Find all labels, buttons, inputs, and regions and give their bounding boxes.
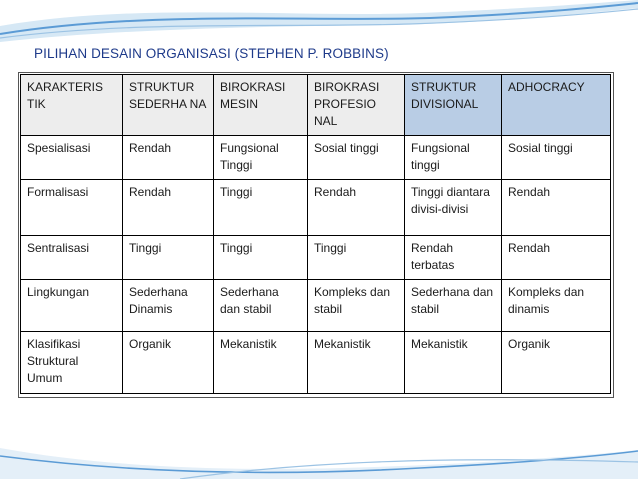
header-birokrasi-mesin: BIROKRASI MESIN bbox=[214, 75, 308, 136]
table-cell: Sosial tinggi bbox=[308, 136, 405, 180]
header-adhocracy: ADHOCRACY bbox=[502, 75, 611, 136]
table-cell: Rendah bbox=[123, 180, 214, 236]
table-cell: Tinggi bbox=[308, 236, 405, 280]
table-cell: Tinggi bbox=[123, 236, 214, 280]
table-row bbox=[21, 236, 611, 280]
table-row bbox=[21, 280, 611, 332]
table-cell: Sosial tinggi bbox=[502, 136, 611, 180]
table-row bbox=[21, 180, 611, 236]
header-struktur-sederhana: STRUKTUR SEDERHA NA bbox=[123, 75, 214, 136]
table-cell: Kompleks dan dinamis bbox=[502, 280, 611, 332]
table-cell: Fungsional Tinggi bbox=[214, 136, 308, 180]
header-birokrasi-profesional: BIROKRASI PROFESIO NAL bbox=[308, 75, 405, 136]
table-cell: Rendah bbox=[502, 236, 611, 280]
table-row bbox=[21, 332, 611, 394]
bottom-wave-light bbox=[0, 448, 638, 479]
row-label: Spesialisasi bbox=[21, 136, 123, 180]
table-header-row bbox=[21, 75, 611, 136]
table-cell: Fungsional tinggi bbox=[405, 136, 502, 180]
table-cell: Tinggi diantara divisi-divisi bbox=[405, 180, 502, 236]
table-cell: Tinggi bbox=[214, 180, 308, 236]
table-cell: Mekanistik bbox=[308, 332, 405, 394]
table-cell: Sederhana Dinamis bbox=[123, 280, 214, 332]
table-cell: Organik bbox=[502, 332, 611, 394]
row-label: Formalisasi bbox=[21, 180, 123, 236]
top-wave-light bbox=[0, 0, 638, 42]
table-cell: Rendah bbox=[502, 180, 611, 236]
table-cell: Mekanistik bbox=[405, 332, 502, 394]
table-cell: Sederhana dan stabil bbox=[405, 280, 502, 332]
header-karakteristik: KARAKTERIS TIK bbox=[21, 75, 123, 136]
table-cell: Kompleks dan stabil bbox=[308, 280, 405, 332]
table-cell: Organik bbox=[123, 332, 214, 394]
table-cell: Sederhana dan stabil bbox=[214, 280, 308, 332]
header-struktur-divisional: STRUKTUR DIVISIONAL bbox=[405, 75, 502, 136]
table-cell: Rendah bbox=[308, 180, 405, 236]
organization-design-table bbox=[20, 74, 611, 394]
slide-title: PILIHAN DESAIN ORGANISASI (STEPHEN P. ROBBINS) bbox=[34, 46, 389, 61]
table-row bbox=[21, 136, 611, 180]
table-cell: Mekanistik bbox=[214, 332, 308, 394]
row-label: Lingkungan bbox=[21, 280, 123, 332]
row-label: Sentralisasi bbox=[21, 236, 123, 280]
table-cell: Tinggi bbox=[214, 236, 308, 280]
table-cell: Rendah terbatas bbox=[405, 236, 502, 280]
table-cell: Rendah bbox=[123, 136, 214, 180]
row-label: Klasifikasi Struktural Umum bbox=[21, 332, 123, 394]
